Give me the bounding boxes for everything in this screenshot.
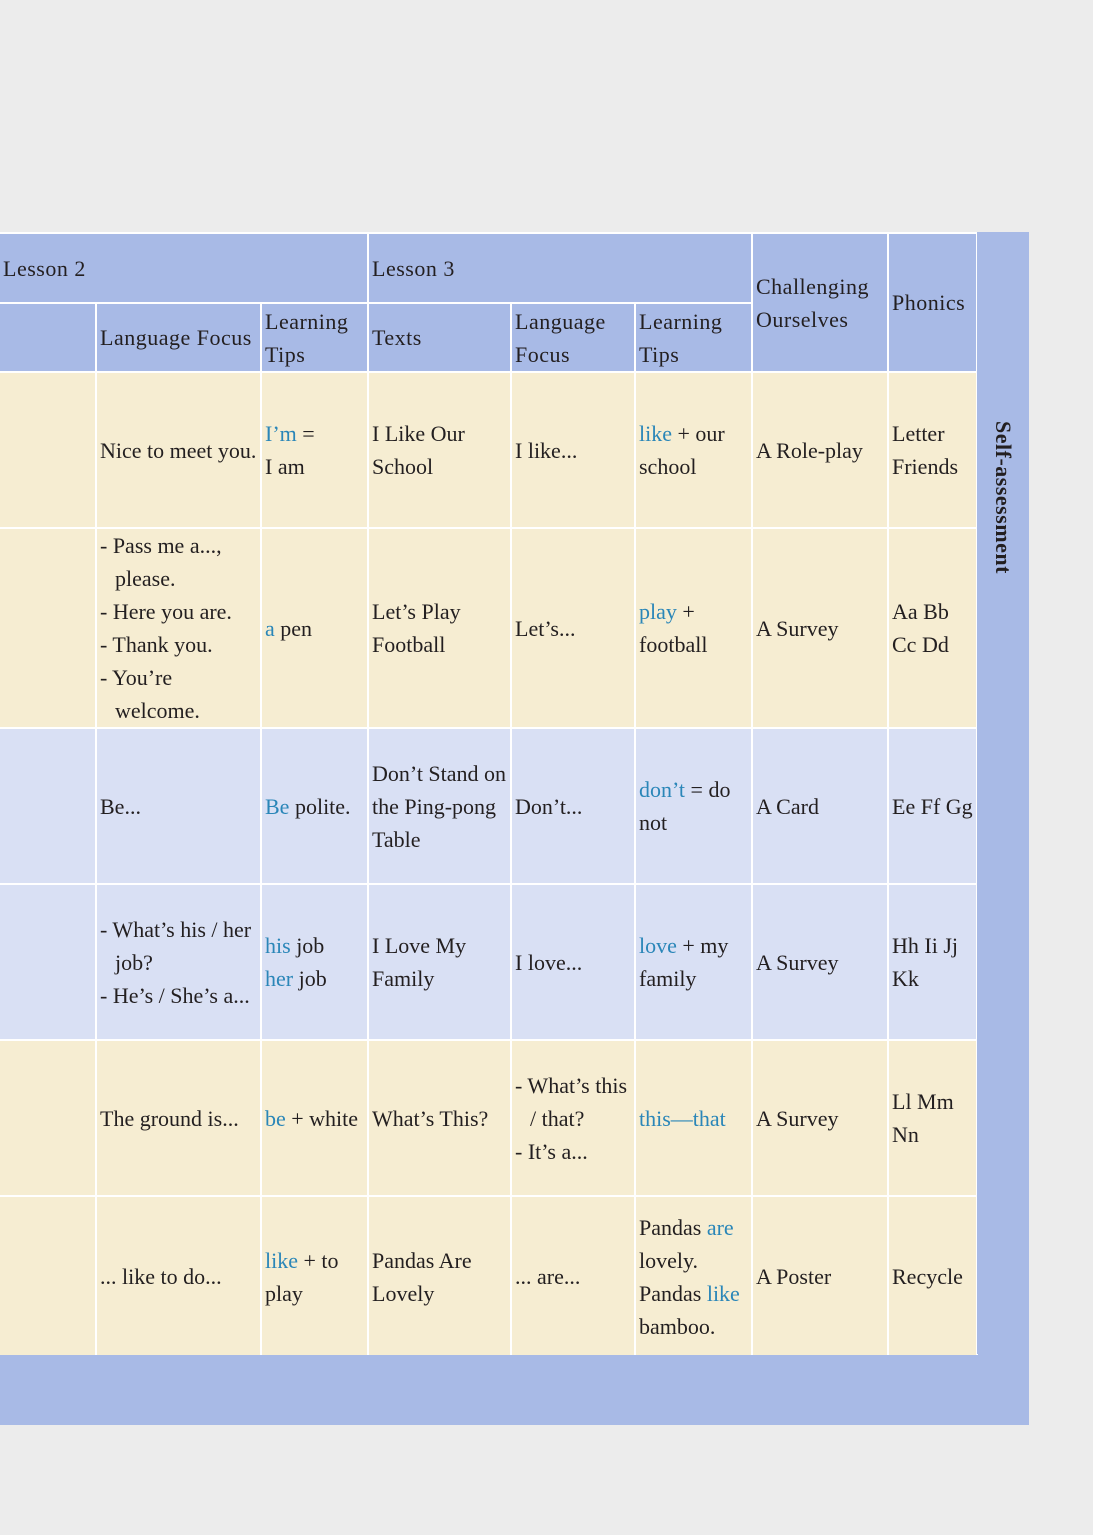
l3-language-focus-cell — [511, 884, 635, 1040]
tip-highlight: don’t — [639, 777, 686, 802]
tip-text: job — [290, 933, 325, 958]
focus-line: - What’s his / her job? — [100, 916, 252, 975]
blank-cell — [0, 1196, 96, 1357]
l2-language-focus-cell — [96, 728, 261, 884]
l3-learning-tips-cell — [635, 884, 752, 1040]
tip-text: + white — [285, 1105, 359, 1131]
l3-language-focus-cell — [511, 1040, 635, 1196]
tip-text: bamboo. — [639, 1313, 716, 1339]
table-row — [0, 1040, 977, 1196]
l2-learning-tips-cell — [261, 728, 368, 884]
l3-text-cell — [368, 884, 511, 1040]
tip-text: = — [296, 421, 315, 446]
l3-learning-tips-header: Learning Tips — [635, 303, 752, 372]
tip-highlight: be — [265, 1105, 286, 1131]
l2-learning-tips-header: Learning Tips — [261, 303, 368, 372]
table-row — [0, 528, 977, 728]
l3-text-cell — [368, 528, 511, 728]
l2-learning-tips-cell — [261, 372, 368, 528]
table-row — [0, 884, 977, 1040]
tip-text: I am — [265, 454, 305, 479]
curriculum-table — [0, 232, 978, 1358]
l3-language-focus-cell — [511, 728, 635, 884]
text-title: I Love My Family — [372, 933, 467, 991]
table-row — [0, 728, 977, 884]
focus-line: - It’s a... — [515, 1138, 588, 1164]
focus-line: Nice to meet you. — [100, 437, 257, 463]
focus-line: - Here you are. — [100, 599, 232, 624]
blank-cell — [0, 528, 96, 728]
challenge-cell — [752, 728, 888, 884]
focus-line: ... like to do... — [100, 1264, 222, 1289]
phonics-cell — [888, 884, 977, 1040]
focus-line: - He’s / She’s a... — [100, 982, 250, 1008]
lesson-2-header: Lesson 2 — [0, 233, 368, 303]
blank-cell — [0, 884, 96, 1040]
lesson-3-header: Lesson 3 — [368, 233, 752, 303]
l3-learning-tips-cell — [635, 1040, 752, 1196]
focus-line: - Thank you. — [100, 632, 213, 657]
tip-text: + football — [639, 599, 708, 657]
blank-cell — [0, 372, 96, 528]
text-title: What’s This? — [372, 1105, 489, 1131]
challenge-cell — [752, 372, 888, 528]
l3-language-focus-header: Language Focus — [511, 303, 635, 372]
table-row — [0, 372, 977, 528]
phonics-text: Letter Friends — [892, 421, 958, 479]
self-assessment-label: Self-assessment — [991, 420, 1016, 574]
l3-text-cell — [368, 372, 511, 528]
l2-language-focus-cell — [96, 528, 261, 728]
focus-line: - You’re welcome. — [100, 665, 200, 723]
phonics-cell — [888, 728, 977, 884]
challenge-text: A Role-play — [756, 437, 863, 463]
focus-line: Be... — [100, 793, 141, 819]
l3-learning-tips-cell — [635, 528, 752, 728]
challenge-cell — [752, 884, 888, 1040]
phonics-cell — [888, 528, 977, 728]
l3-language-focus-cell — [511, 372, 635, 528]
phonics-text: Ee Ff Gg — [892, 793, 973, 819]
l3-texts-header: Texts — [368, 303, 511, 372]
focus-line: I like... — [515, 437, 578, 463]
l3-text-cell — [368, 728, 511, 884]
table-footer-bar — [0, 1355, 1029, 1425]
l2-language-focus-cell — [96, 1196, 261, 1357]
challenge-cell — [752, 528, 888, 728]
tip-text: job — [293, 966, 327, 991]
focus-line: Don’t... — [515, 793, 583, 819]
challenge-text: A Poster — [756, 1264, 832, 1289]
challenge-text: A Survey — [756, 949, 839, 975]
focus-line: Let’s... — [515, 615, 576, 641]
blank-cell — [0, 728, 96, 884]
challenge-text: A Card — [756, 793, 819, 819]
text-title: I Like Our School — [372, 421, 465, 479]
phonics-header: Phonics — [888, 233, 977, 372]
challenge-text: A Survey — [756, 1105, 839, 1131]
l3-language-focus-cell — [511, 1196, 635, 1357]
tip-highlight: his — [265, 933, 291, 958]
challenge-cell — [752, 1040, 888, 1196]
l2-learning-tips-cell — [261, 1040, 368, 1196]
focus-line: I love... — [515, 949, 583, 975]
l2-learning-tips-cell — [261, 528, 368, 728]
phonics-text: Ll Mm Nn — [892, 1089, 954, 1147]
tip-highlight: this—that — [639, 1105, 726, 1131]
phonics-text: Aa Bb Cc Dd — [892, 599, 949, 657]
l3-language-focus-cell — [511, 528, 635, 728]
text-title: Let’s Play Football — [372, 599, 461, 657]
tip-highlight: like — [265, 1247, 298, 1273]
focus-line: - What’s this / that? — [515, 1072, 628, 1131]
tip-highlight: like — [706, 1280, 740, 1306]
tip-highlight: love — [639, 933, 677, 958]
blank-header-cell — [0, 303, 96, 372]
tip-text: = do not — [639, 777, 731, 835]
l2-language-focus-cell — [96, 372, 261, 528]
phonics-cell — [888, 372, 977, 528]
tip-text: + to play — [265, 1247, 339, 1306]
phonics-cell — [888, 1040, 977, 1196]
tip-text: Pandas — [639, 1280, 707, 1306]
text-title: Pandas Are Lovely — [372, 1247, 472, 1306]
tip-highlight: Be — [265, 793, 290, 819]
l2-learning-tips-cell — [261, 884, 368, 1040]
tip-highlight: a — [265, 615, 275, 641]
self-assessment-bar — [977, 232, 1029, 1354]
phonics-cell — [888, 1196, 977, 1357]
focus-line: ... are... — [515, 1264, 581, 1289]
blank-cell — [0, 1040, 96, 1196]
l3-learning-tips-cell — [635, 1196, 752, 1357]
l3-learning-tips-cell — [635, 728, 752, 884]
l2-learning-tips-cell — [261, 1196, 368, 1357]
l2-language-focus-header: Language Focus — [96, 303, 261, 372]
l2-language-focus-cell — [96, 884, 261, 1040]
l3-text-cell — [368, 1040, 511, 1196]
tip-highlight: I’m — [265, 421, 297, 446]
phonics-text: Hh Ii Jj Kk — [892, 933, 958, 991]
l3-learning-tips-cell — [635, 372, 752, 528]
l2-language-focus-cell — [96, 1040, 261, 1196]
tip-text: pen — [274, 615, 313, 641]
phonics-text: Recycle — [892, 1264, 963, 1289]
tip-highlight: are — [706, 1214, 734, 1240]
tip-highlight: her — [265, 966, 294, 991]
tip-text: + my family — [639, 933, 729, 991]
text-title: Don’t Stand on the Ping-pong Table — [372, 760, 507, 852]
focus-line: The ground is... — [100, 1105, 239, 1131]
tip-highlight: play — [639, 599, 677, 624]
tip-text: + our school — [639, 421, 725, 479]
tip-text: lovely. — [639, 1247, 699, 1273]
focus-line: - Pass me a..., please. — [100, 533, 222, 591]
l3-text-cell — [368, 1196, 511, 1357]
challenge-cell — [752, 1196, 888, 1357]
tip-text: Pandas — [639, 1214, 707, 1240]
challenge-text: A Survey — [756, 615, 839, 641]
table-row — [0, 1196, 977, 1357]
tip-text: polite. — [289, 793, 351, 819]
tip-highlight: like — [639, 421, 672, 446]
challenging-ourselves-header: Challenging Ourselves — [752, 233, 888, 372]
